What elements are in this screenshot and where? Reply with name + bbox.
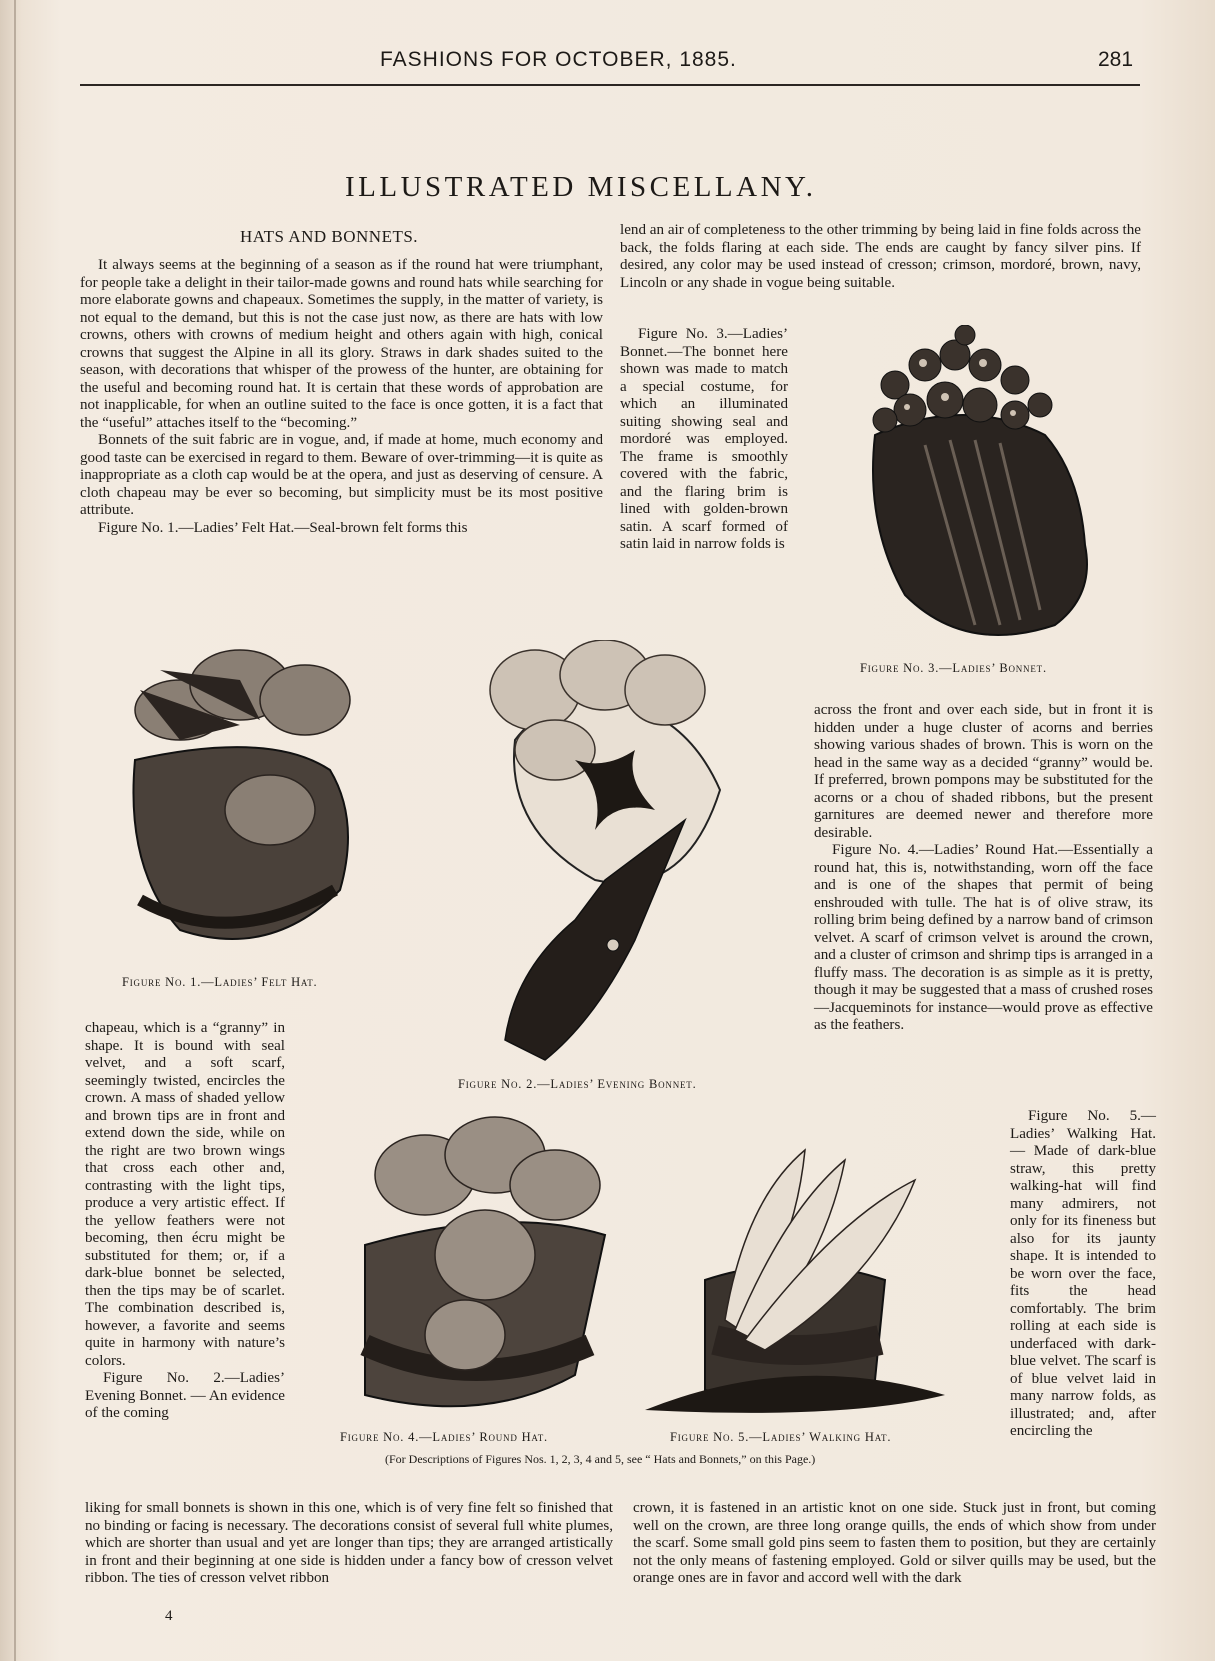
article-column-bottom-right xyxy=(633,1500,1156,1588)
article-column-right-top xyxy=(620,222,1141,292)
article-column-bottom-left xyxy=(85,1500,613,1588)
folio-number: 4 xyxy=(165,1608,173,1624)
article-column-right-mid xyxy=(814,702,1153,1035)
article-column-left-narrow xyxy=(85,1020,285,1423)
figure-1 xyxy=(120,640,385,960)
felt-hat-illustration xyxy=(120,640,385,960)
paragraph: Figure No. 3.—Ladies’ Bonnet.—The bonnet here shown was made to match a special costume, for which an illuminated suiting showing seal and mordoré was employed. The frame is smoothly covered with the fabric, and the flaring brim is lined with golden-brown satin. A scarf formed of satin laid in narrow folds is xyxy=(620,326,788,552)
paragraph: Bonnets of the suit fabric are in vogue, and, if made at home, much economy and good taste can be exercised in regard to them. Beware of over-trimming—it is quite as inappropriate as a cloth cap would be at the opera, and just as deserving of censure. A cloth chapeau may be ever so becoming, but simplicity must be its most positive attribute. xyxy=(80,432,603,518)
paragraph: liking for small bonnets is shown in this one, which is of very fine felt so finished that no binding or facing is necessary. The decorations consist of several full white plumes, which are shorter than usual and yet are longer than tips; they are arranged artistically in front and their beginning at one side is hidden under a fancy bow of cresson velvet ribbon. The ties of cresson velvet ribbon xyxy=(85,1500,613,1586)
round-hat-illustration xyxy=(355,1115,615,1425)
paragraph: Figure No. 1.—Ladies’ Felt Hat.—Seal-brown felt forms this xyxy=(98,519,468,536)
figure-3-caption: Figure No. 3.—Ladies’ Bonnet. xyxy=(860,661,1047,675)
running-title: FASHIONS FOR OCTOBER, 1885. xyxy=(380,48,737,71)
figure-3 xyxy=(855,325,1105,655)
paragraph: Figure No. 5.—Ladies’ Walking Hat. — Made of dark-blue straw, this pretty walking-hat will find many admirers, not only for its fineness but also for its jaunty shape. It is intended to be worn over the face, fits the head comfortably. The brim rolling at each side is underfaced with dark-blue velvet. The scarf is of blue velvet laid in many narrow folds, as illustrated; and, after encircling the xyxy=(1010,1108,1156,1439)
figure-4 xyxy=(355,1115,615,1425)
paragraph: Figure No. 2.—Ladies’ Evening Bonnet. — An evidence of the coming xyxy=(85,1370,285,1421)
figure-1-caption: Figure No. 1.—Ladies’ Felt Hat. xyxy=(122,975,318,989)
binding-edge xyxy=(14,0,16,1661)
figure-4-caption: Figure No. 4.—Ladies’ Round Hat. xyxy=(340,1430,548,1444)
page-title: ILLUSTRATED MISCELLANY. xyxy=(345,171,817,203)
page-number: 281 xyxy=(1098,48,1134,71)
paragraph: chapeau, which is a “granny” in shape. It is bound with seal velvet, and a soft scarf, seemingly twisted, encircles the crown. A mass of shaded yellow and brown tips are in front and extend down the side, while on the right are two brown wings that cross each other and, contrasting with the light tips, produce a very artistic effect. If the yellow feathers were not becoming, then écru might be substituted for them; or, if a dark-blue bonnet be selected, then the tips may be of scarlet. The combination described is, however, a favorite and seems quite in harmony with nature’s colors. xyxy=(85,1020,285,1369)
paragraph: crown, it is fastened in an artistic knot on one side. Stuck just in front, but coming well on the crown, are three long orange quills, the ends of which show from under the scarf. Some small gold pins seem to fasten them to position, but they are certainly not the only means of fastening employed. Gold or silver quills may be used, but the orange ones are in favor and accord well with the dark xyxy=(633,1500,1156,1586)
figure-5 xyxy=(645,1140,945,1420)
paragraph: It always seems at the beginning of a season as if the round hat were triumphant, for people take a delight in their tailor-made gowns and round hats while searching for more elaborate gowns and chapeaux. Sometimes the supply, in the matter of variety, is not equal to the demand, but this is not the case just now, as there are hats with low crowns, others with crowns of medium height and others again with high, conical crowns that suggest the Alpine in all its glory. Straws in dark shades suited to the season, with decorations that whisper of the prowess of the hunter, are obtaining for the useful and becoming round hat. It is certain that these words of approbation are not inapplicable, for when an outline suited to the face is once gotten, it is a fact that the “useful” attaches itself to the “becoming.” xyxy=(80,257,603,431)
walking-hat-illustration xyxy=(645,1140,945,1420)
paragraph: Figure No. 4.—Ladies’ Round Hat.—Essentially a round hat, this is, notwithstanding, worn off the face and is one of the shapes that permit of being enshrouded with tulle. The hat is of olive straw, its rolling brim being defined by a narrow band of crimson velvet. A scarf of crimson velvet is around the crown, and a cluster of crimson and shrimp tips is arranged in a fluffy mass. The decoration is as simple as it is pretty, though it may be suggested that a mass of crushed roses—Jacqueminots for instance—would prove as effective as the feathers. xyxy=(814,842,1153,1033)
article-column-left-top xyxy=(80,257,603,537)
figure-2-caption: Figure No. 2.—Ladies’ Evening Bonnet. xyxy=(458,1077,697,1091)
figure-2 xyxy=(485,640,740,1070)
article-column-right-narrow xyxy=(1010,1108,1156,1441)
figure-5-caption: Figure No. 5.—Ladies’ Walking Hat. xyxy=(670,1430,892,1444)
bonnet-illustration xyxy=(855,325,1105,655)
evening-bonnet-illustration xyxy=(485,640,740,1070)
header-rule xyxy=(80,84,1140,86)
paragraph: lend an air of completeness to the other trimming by being laid in fine folds across the back, the folds flaring at each side. The ends are caught by fancy silver pins. If desired, any color may be used instead of cresson; crimson, mordoré, brown, navy, Lincoln or any shade in vogue being suitable. xyxy=(620,222,1141,291)
figure-note: (For Descriptions of Figures Nos. 1, 2, 3, 4 and 5, see “ Hats and Bonnets,” on this Page.) xyxy=(385,1452,816,1466)
paragraph: across the front and over each side, but in front it is hidden under a huge cluster of acorns and berries showing various shades of brown. This is worn on the head in the same way as a decided “granny” would be. If preferred, brown pompons may be substituted for the acorns or a chou of shaded ribbons, but the present garnitures are deemed newer and therefore more desirable. xyxy=(814,702,1153,841)
article-column-right-narrow-top xyxy=(620,326,788,554)
section-title: HATS AND BONNETS. xyxy=(240,227,419,246)
